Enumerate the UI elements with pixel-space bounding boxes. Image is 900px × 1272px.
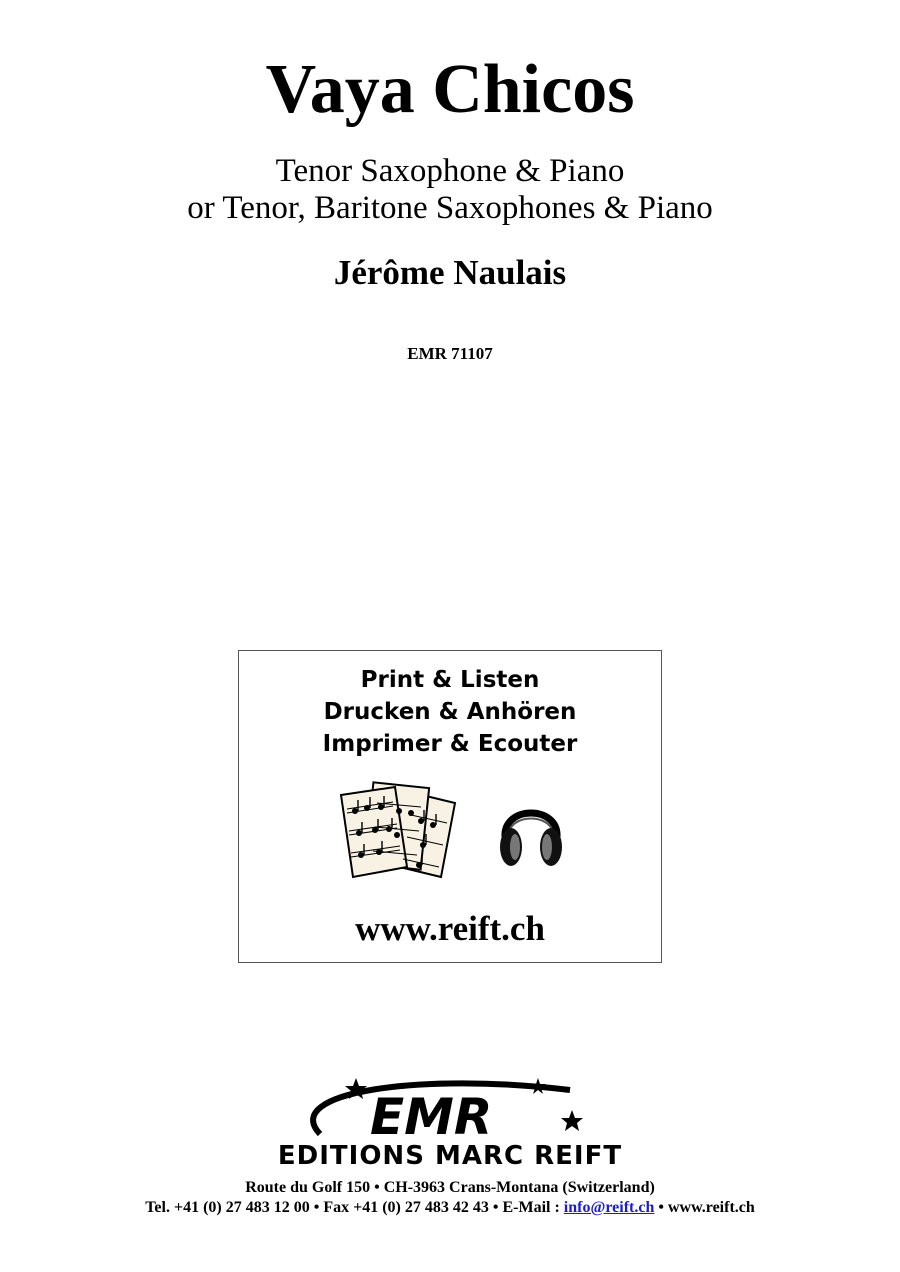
instrumentation-line-2: or Tenor, Baritone Saxophones & Piano xyxy=(187,190,713,226)
composer-name: Jérôme Naulais xyxy=(333,253,567,292)
promo-line-german: Drucken & Anhören xyxy=(323,699,577,725)
logo-text: EMR xyxy=(370,1088,493,1144)
catalog-number: EMR 71107 xyxy=(407,344,493,363)
print-listen-box xyxy=(238,650,662,963)
publisher-contact xyxy=(0,1198,900,1218)
headphones-icon xyxy=(495,791,567,871)
instrumentation-line-1: Tenor Saxophone & Piano xyxy=(275,153,625,189)
email-link[interactable]: info@reift.ch xyxy=(563,1199,655,1216)
contact-prefix: Tel. +41 (0) 27 483 12 00 • Fax +41 (0) 27 483 42 43 • E-Mail : xyxy=(145,1199,564,1216)
publisher-name: EDITIONS MARC REIFT xyxy=(277,1141,623,1171)
publisher-address: Route du Golf 150 • CH-3963 Crans-Montana (Switzerland) xyxy=(245,1179,655,1196)
page-title: Vaya Chicos xyxy=(265,51,635,128)
promo-line-french: Imprimer & Ecouter xyxy=(322,731,578,757)
promo-line-english: Print & Listen xyxy=(360,667,540,693)
sheet-music-icon xyxy=(337,781,467,881)
website-url[interactable]: www.reift.ch xyxy=(355,909,545,948)
contact-suffix: • www.reift.ch xyxy=(654,1199,755,1216)
emr-logo xyxy=(300,1072,590,1144)
